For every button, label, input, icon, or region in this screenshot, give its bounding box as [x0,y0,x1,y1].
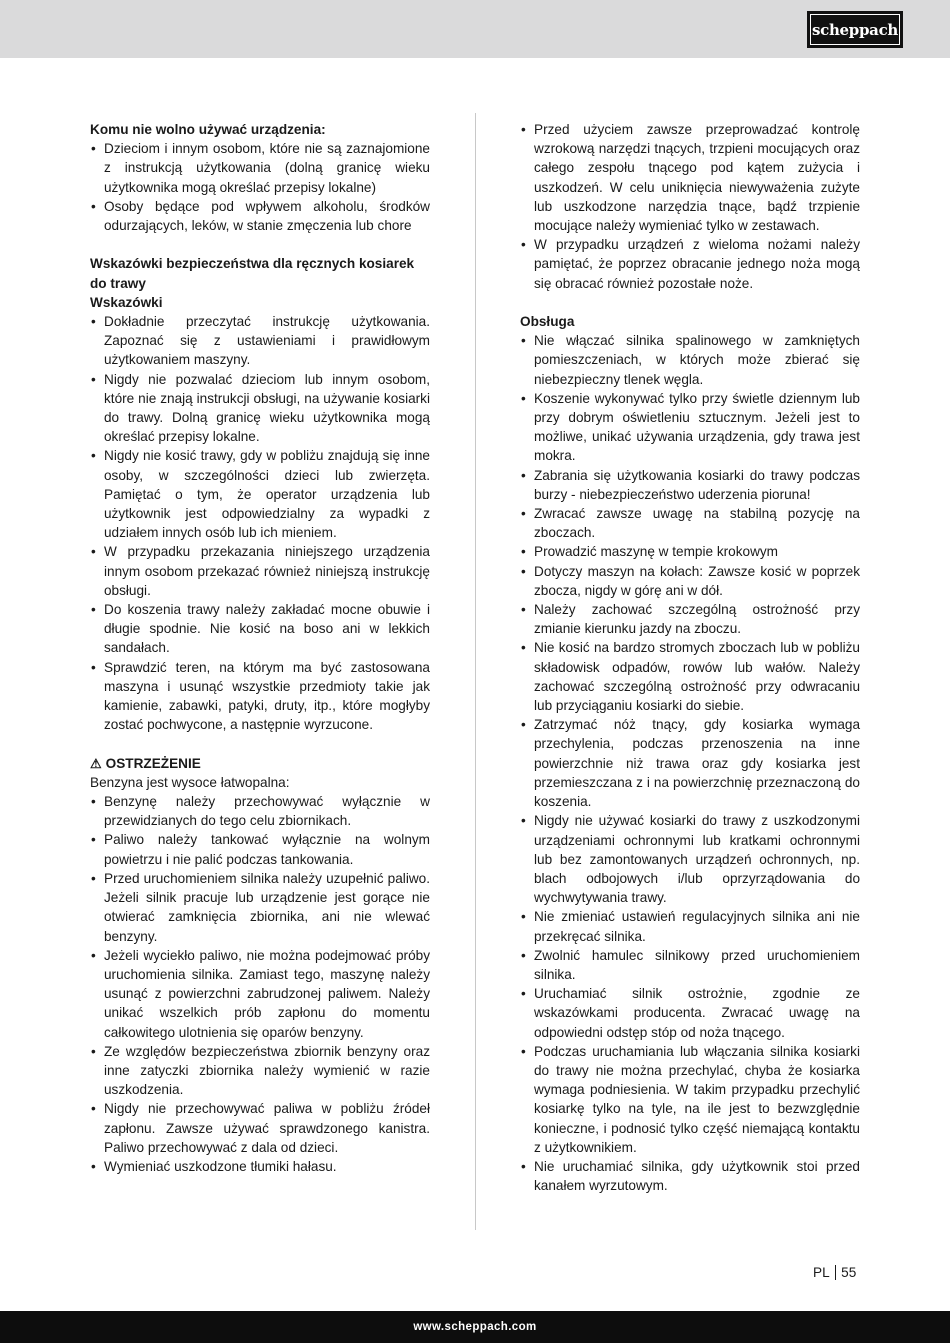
list-item: • Nie uruchamiać silnika, gdy użytkownik stoi przed kanałem wyrzutowym. [520,1157,860,1195]
safety-list [90,312,430,734]
operation-heading: Obsługa [520,314,575,330]
list-item: • Nie zmieniać ustawień regulacyjnych silnika ani nie przekręcać silnika. [520,907,860,945]
page-number [813,1265,856,1280]
list-item: • Osoby będące pod wpływem alkoholu, środków odurzających, leków, w stanie zmęczenia lub chore [90,197,430,235]
list-item: • Zabrania się użytkowania kosiarki do trawy podczas burzy - niebezpieczeństwo uderzenia pioruna! [520,466,860,504]
list-item: • Prowadzić maszynę w tempie krokowym [520,542,860,561]
brand-logo-text: scheppach [811,20,899,39]
list-item: • Nigdy nie kosić trawy, gdy w pobliżu znajdują się inne osoby, w szczególności dzieci lub zwierzęta. Pamiętać o tym, że operator urządzenia lub użytkownik jest odpowiedzialny za wypadki z udziałem innych osób lub ich mieniem. [90,446,430,542]
list-item: • Paliwo należy tankować wyłącznie na wolnym powietrzu i nie palić podczas tankowania. [90,830,430,868]
right-column [520,120,860,1195]
list-item: • Zwracać zawsze uwagę na stabilną pozycję na zboczach. [520,504,860,542]
list-item: • Należy zachować szczególną ostrożność przy zmianie kierunku jazdy na zboczu. [520,600,860,638]
list-item: • Jeżeli wyciekło paliwo, nie można podejmować próby uruchomienia silnika. Zamiast tego, maszynę należy usunąć z powierzchni zabrudzonej paliwem. Należy unikać wszelkich prób zapłonu do momentu całkowitego ulotnienia się oparów benzyny. [90,946,430,1042]
warning-list [90,792,430,1176]
list-item: • Do koszenia trawy należy zakładać mocne obuwie i długie spodnie. Nie kosić na boso ani w lekkich sandałach. [90,600,430,658]
list-item: • Zatrzymać nóż tnący, gdy kosiarka wymaga przechylenia, podczas przenoszenia na inne powierzchnie niż trawa oraz gdy kosiarka jest przemieszczana z i na powierzchnię przeznaczoną do koszenia. [520,715,860,811]
list-item: • W przypadku urządzeń z wieloma nożami należy pamiętać, że poprzez obracanie jednego noża mogą się obracać również pozostałe noże. [520,235,860,293]
list-item: • Dzieciom i innym osobom, które nie są zaznajomione z instrukcją użytkowania (dolną granicę wieku użytkownika mogą określać przepisy lokalne) [90,139,430,197]
page-language: PL [813,1265,830,1280]
list-item: • W przypadku przekazania niniejszego urządzenia innym osobom przekazać również niniejszą instrukcję obsługi. [90,542,430,600]
safety-heading: Wskazówki bezpieczeństwa dla ręcznych kosiarek do trawy [90,256,415,291]
list-item: • Dokładnie przeczytać instrukcję użytkowania. Zapoznać się z ustawieniami i prawidłowym użytkowaniem maszyny. [90,312,430,370]
safety-subheading: Wskazówki [90,294,163,310]
list-item: • Nie włączać silnika spalinowego w zamkniętych pomieszczeniach, w których może zbierać się niebezpieczny tlenek węgla. [520,331,860,389]
left-column [90,120,430,1176]
warning-triangle-icon: ⚠ [90,755,102,771]
list-item: • Przed użyciem zawsze przeprowadzać kontrolę wzrokową narzędzi tnących, trzpieni mocujących oraz całego zespołu tnącego pod kątem zużycia i uszkodzeń. W celu uniknięcia niewyważenia zużyte lub uszkodzone narzędzia tnące, bądź trzpienie mocujące należy wymieniać tylko w zestawach. [520,120,860,235]
brand-logo [807,11,903,48]
list-item: • Ze względów bezpieczeństwa zbiornik benzyny oraz inne zatyczki zbiornika należy wymienić w razie uszkodzenia. [90,1042,430,1100]
list-item: • Zwolnić hamulec silnikowy przed uruchomieniem silnika. [520,946,860,984]
footer-bar [0,1311,950,1343]
list-item: • Uruchamiać silnik ostrożnie, zgodnie ze wskazówkami producenta. Zwracać uwagę na odpowiedni odstęp stóp od noża tnącego. [520,984,860,1042]
list-item: • Nigdy nie pozwalać dzieciom lub innym osobom, które nie znają instrukcji obsługi, na używanie kosiarki do trawy. Dolną granicę wieku użytkownika mogą określać przepisy lokalne. [90,370,430,447]
list-item: • Nigdy nie przechowywać paliwa w pobliżu źródeł zapłonu. Zawsze używać sprawdzonego kanistra. Paliwo przechowywać z dala od dzieci. [90,1099,430,1157]
page-number-separator [835,1265,837,1280]
list-item: • Benzynę należy przechowywać wyłącznie w przewidzianych do tego celu zbiornikach. [90,792,430,830]
list-item: • Sprawdzić teren, na którym ma być zastosowana maszyna i usunąć wszystkie przedmioty takie jak kamienie, zabawki, patyki, druty, itp., które mogłyby zostać pochwycone, a następnie wyrzucone. [90,658,430,735]
footer-url: www.scheppach.com [413,1321,537,1333]
list-item: • Podczas uruchamiania lub włączania silnika kosiarki do trawy nie można przechylać, chyba że kosiarka wymaga podniesienia. W takim przypadku przechylić kosiarkę tylko na tyle, na ile jest to bezwzględnie konieczne, i podnosić tylko część niemającą kontaktu z użytkownikiem. [520,1042,860,1157]
warning-intro: Benzyna jest wysoce łatwopalna: [90,774,290,790]
who-may-not-use-heading: Komu nie wolno używać urządzenia: [90,122,326,137]
operation-list [520,331,860,1195]
column-divider [475,113,476,1230]
warning-heading [90,754,430,773]
list-item: • Nigdy nie używać kosiarki do trawy z uszkodzonymi urządzeniami ochronnymi lub kratkami ochronnymi lub bez zamontowanych urządzeń ochronnych, np. blach odbojowych i/lub oprzyrządowania do wychwytywania trawy. [520,811,860,907]
list-item: • Przed uruchomieniem silnika należy uzupełnić paliwo. Jeżeli silnik pracuje lub urządzenie jest gorące nie otwierać zamknięcia zbiornika, ani nie wlewać benzyny. [90,869,430,946]
list-item: • Wymieniać uszkodzone tłumiki hałasu. [90,1157,430,1176]
list-item: • Koszenie wykonywać tylko przy świetle dziennym lub przy dobrym oświetleniu sztucznym. Jeżeli jest to możliwe, unikać używania urządzenia, gdy trawa jest mokra. [520,389,860,466]
list-item: • Nie kosić na bardzo stromych zboczach lub w pobliżu składowisk odpadów, rowów lub wałów. Należy zachować szczególną ostrożność przy odwracaniu lub przyciąganiu kosiarki do siebie. [520,638,860,715]
inspection-list [520,120,860,293]
list-item: • Dotyczy maszyn na kołach: Zawsze kosić w poprzek zbocza, nigdy w górę ani w dół. [520,562,860,600]
page-number-value: 55 [841,1265,857,1280]
who-may-not-use-list [90,139,430,235]
warning-heading-text: OSTRZEŻENIE [105,755,201,771]
